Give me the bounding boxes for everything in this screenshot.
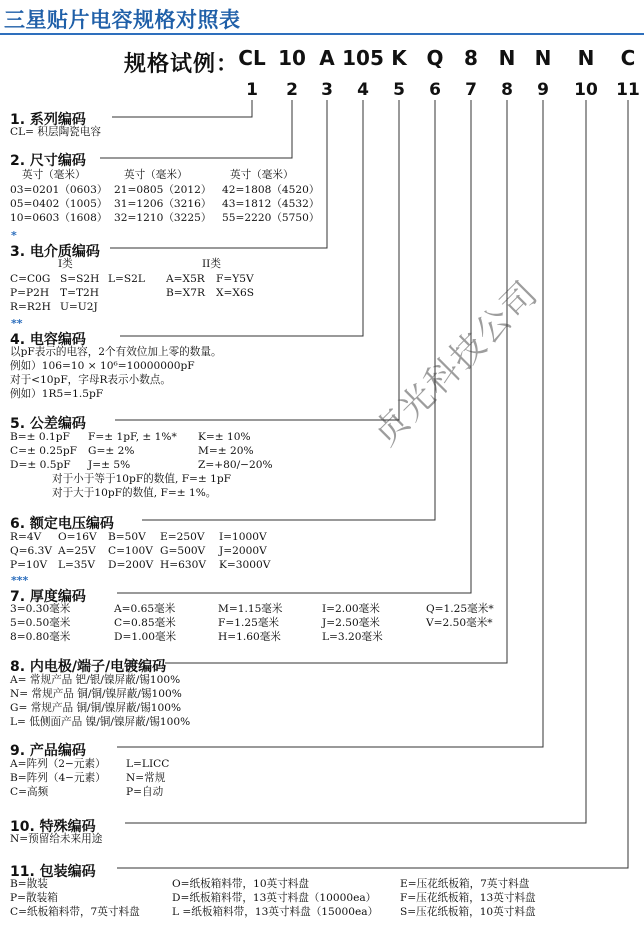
voltage-r2-4: G=500V: [160, 545, 206, 557]
code-11: C: [620, 46, 636, 70]
packaging-c3-r2: F=压花纸板箱，13英寸料盘: [400, 892, 536, 904]
voltage-r2-5: J=2000V: [219, 545, 267, 557]
tolerance-c2-r2: G=± 2%: [88, 445, 135, 457]
section-capacitance-title: 4. 电容编码: [10, 332, 86, 348]
dielectric-r3-2: U=U2J: [60, 301, 98, 313]
voltage-r3-4: H=630V: [160, 559, 206, 571]
thickness-r2-2: C=0.85毫米: [114, 617, 176, 629]
index-8: 8: [501, 80, 513, 100]
voltage-r1-3: B=50V: [108, 531, 146, 543]
product-c1-r1: A=阵列（2−元素）: [10, 758, 106, 770]
electrode-line-2: N= 常规产品 铜/铜/镍屏蔽/锡100%: [10, 688, 182, 700]
index-3: 3: [321, 80, 333, 100]
section-electrode-title: 8. 内电极/端子/电镀编码: [10, 659, 167, 675]
section-dielectric-title: 3. 电介质编码: [10, 244, 100, 260]
thickness-r3-3: H=1.60毫米: [218, 631, 281, 643]
capacitance-line-3: 对于<10pF，字母R表示小数点。: [10, 374, 171, 386]
voltage-r1-2: O=16V: [58, 531, 97, 543]
voltage-r3-1: P=10V: [10, 559, 48, 571]
index-2: 2: [286, 80, 298, 100]
voltage-r2-3: C=100V: [108, 545, 153, 557]
code-5: K: [391, 46, 407, 70]
code-7: 8: [464, 46, 478, 70]
dielectric-class1: I类: [58, 258, 73, 270]
index-1: 1: [246, 80, 258, 100]
section-product-title: 9. 产品编码: [10, 743, 86, 759]
dielectric-r2-4: X=X6S: [216, 287, 254, 299]
connector-2: [100, 100, 292, 158]
product-c1-r3: C=高频: [10, 786, 49, 798]
tolerance-note-1: 对于小于等于10pF的数值, F=± 1pF: [52, 473, 232, 485]
thickness-star: ***: [11, 574, 29, 587]
packaging-c2-r3: L =纸板箱料带，13英寸料盘（15000ea）: [172, 906, 379, 918]
thickness-r3-4: L=3.20毫米: [322, 631, 383, 643]
tolerance-c3-r2: M=± 20%: [198, 445, 254, 457]
dielectric-class2: II类: [202, 258, 221, 270]
packaging-c2-r2: D=纸板箱料带，13英寸料盘（10000ea）: [172, 892, 377, 904]
capacitance-star: **: [11, 317, 23, 330]
code-1: CL: [238, 46, 266, 70]
size-c1-r3: 10=0603（1608）: [10, 212, 108, 224]
size-c1-r2: 05=0402（1005）: [10, 198, 108, 210]
code-2: 10: [278, 46, 306, 70]
packaging-c3-r3: S=压花纸板箱，10英寸料盘: [400, 906, 536, 918]
index-7: 7: [465, 80, 477, 100]
index-11: 11: [616, 80, 640, 100]
packaging-c3-r1: E=压花纸板箱，7英寸料盘: [400, 878, 530, 890]
size-c2-r2: 31=1206（3216）: [114, 198, 212, 210]
dielectric-r2-1: P=P2H: [10, 287, 50, 299]
capacitance-line-4: 例如）1R5=1.5pF: [10, 388, 104, 400]
dielectric-r2-3: B=X7R: [166, 287, 205, 299]
product-c2-r2: N=常规: [126, 772, 166, 784]
size-c2-r1: 21=0805（2012）: [114, 184, 212, 196]
product-c1-r2: B=阵列（4−元素）: [10, 772, 106, 784]
voltage-r2-2: A=25V: [58, 545, 96, 557]
voltage-r1-5: I=1000V: [219, 531, 267, 543]
thickness-r3-2: D=1.00毫米: [114, 631, 177, 643]
index-10: 10: [574, 80, 598, 100]
thickness-r2-3: F=1.25毫米: [218, 617, 280, 629]
tolerance-c3-r3: Z=+80/−20%: [198, 459, 273, 471]
thickness-r1-1: 3=0.30毫米: [10, 603, 71, 615]
voltage-r3-5: K=3000V: [219, 559, 271, 571]
electrode-line-3: G= 常规产品 铜/铜/镍屏蔽/锡100%: [10, 702, 182, 714]
example-label: 规格试例：: [124, 52, 240, 77]
tolerance-c3-r1: K=± 10%: [198, 431, 251, 443]
dielectric-r1-1: C=C0G: [10, 273, 51, 285]
tolerance-note-2: 对于大于10pF的数值, F=± 1%。: [52, 487, 217, 499]
code-3: A: [319, 46, 335, 70]
tolerance-c2-r1: F=± 1pF, ± 1%*: [88, 431, 177, 443]
dielectric-r1-4: A=X5R: [166, 273, 205, 285]
section-special-title: 10. 特殊编码: [10, 819, 96, 835]
packaging-c1-r1: B=散装: [10, 878, 48, 890]
packaging-c1-r3: C=纸板箱料带，7英寸料盘: [10, 906, 140, 918]
code-10: N: [577, 46, 595, 70]
product-c2-r1: L=LICC: [126, 758, 170, 770]
index-6: 6: [429, 80, 441, 100]
thickness-r2-1: 5=0.50毫米: [10, 617, 71, 629]
thickness-r2-4: J=2.50毫米: [322, 617, 380, 629]
section-series-title: 1. 系列编码: [10, 112, 86, 128]
dielectric-r1-3: L=S2L: [108, 273, 145, 285]
dielectric-r3-1: R=R2H: [10, 301, 51, 313]
code-4: 105: [342, 46, 384, 70]
section-voltage-title: 6. 额定电压编码: [10, 516, 114, 532]
connector-1: [112, 100, 252, 117]
voltage-r3-2: L=35V: [58, 559, 96, 571]
size-head-3: 英寸（毫米）: [230, 169, 294, 181]
dielectric-star: *: [11, 229, 17, 242]
thickness-r1-4: I=2.00毫米: [322, 603, 380, 615]
code-9: N: [534, 46, 552, 70]
size-head-1: 英寸（毫米）: [22, 169, 86, 181]
dielectric-r1-2: S=S2H: [60, 273, 100, 285]
size-c3-r2: 43=1812（4532）: [222, 198, 320, 210]
series-line: CL= 积层陶瓷电容: [10, 126, 101, 138]
dielectric-r2-2: T=T2H: [60, 287, 99, 299]
thickness-r1-5: Q=1.25毫米*: [426, 603, 494, 615]
index-9: 9: [537, 80, 549, 100]
voltage-r1-1: R=4V: [10, 531, 42, 543]
thickness-r2-5: V=2.50毫米*: [426, 617, 493, 629]
size-c2-r3: 32=1210（3225）: [114, 212, 212, 224]
electrode-line-4: L= 低侧面产品 镍/铜/镍屏蔽/锡100%: [10, 716, 191, 728]
tolerance-c2-r3: J=± 5%: [88, 459, 131, 471]
packaging-c2-r1: O=纸板箱料带，10英寸料盘: [172, 878, 309, 890]
page-title: 三星贴片电容规格对照表: [4, 8, 241, 32]
section-size-title: 2. 尺寸编码: [10, 153, 86, 169]
thickness-r3-1: 8=0.80毫米: [10, 631, 71, 643]
voltage-r1-4: E=250V: [160, 531, 205, 543]
code-6: Q: [426, 46, 444, 70]
dielectric-r1-5: F=Y5V: [216, 273, 254, 285]
index-5: 5: [393, 80, 405, 100]
size-head-2: 英寸（毫米）: [124, 169, 188, 181]
section-packaging-title: 11. 包装编码: [10, 864, 96, 880]
tolerance-c1-r1: B=± 0.1pF: [10, 431, 70, 443]
size-c3-r1: 42=1808（4520）: [222, 184, 320, 196]
special-line-1: N=预留给未来用途: [10, 833, 103, 845]
thickness-r1-2: A=0.65毫米: [114, 603, 176, 615]
connector-6: [142, 100, 435, 520]
thickness-r1-3: M=1.15毫米: [218, 603, 283, 615]
code-8: N: [498, 46, 516, 70]
title-divider: [0, 33, 644, 35]
capacitance-line-1: 以pF表示的电容，2个有效位加上零的数量。: [10, 346, 222, 358]
size-c1-r1: 03=0201（0603）: [10, 184, 108, 196]
capacitance-line-2: 例如）106=10 × 10⁶=10000000pF: [10, 360, 195, 372]
index-4: 4: [357, 80, 369, 100]
size-c3-r3: 55=2220（5750）: [222, 212, 320, 224]
watermark: 贞光科技公司: [365, 272, 547, 454]
product-c2-r3: P=自动: [126, 786, 164, 798]
tolerance-c1-r3: D=± 0.5pF: [10, 459, 71, 471]
electrode-line-1: A= 常规产品 钯/银/镍屏蔽/锡100%: [10, 674, 181, 686]
tolerance-c1-r2: C=± 0.25pF: [10, 445, 77, 457]
section-thickness-title: 7. 厚度编码: [10, 589, 86, 605]
packaging-c1-r2: P=散装箱: [10, 892, 58, 904]
voltage-r2-1: Q=6.3V: [10, 545, 53, 557]
section-tolerance-title: 5. 公差编码: [10, 416, 86, 432]
voltage-r3-3: D=200V: [108, 559, 154, 571]
